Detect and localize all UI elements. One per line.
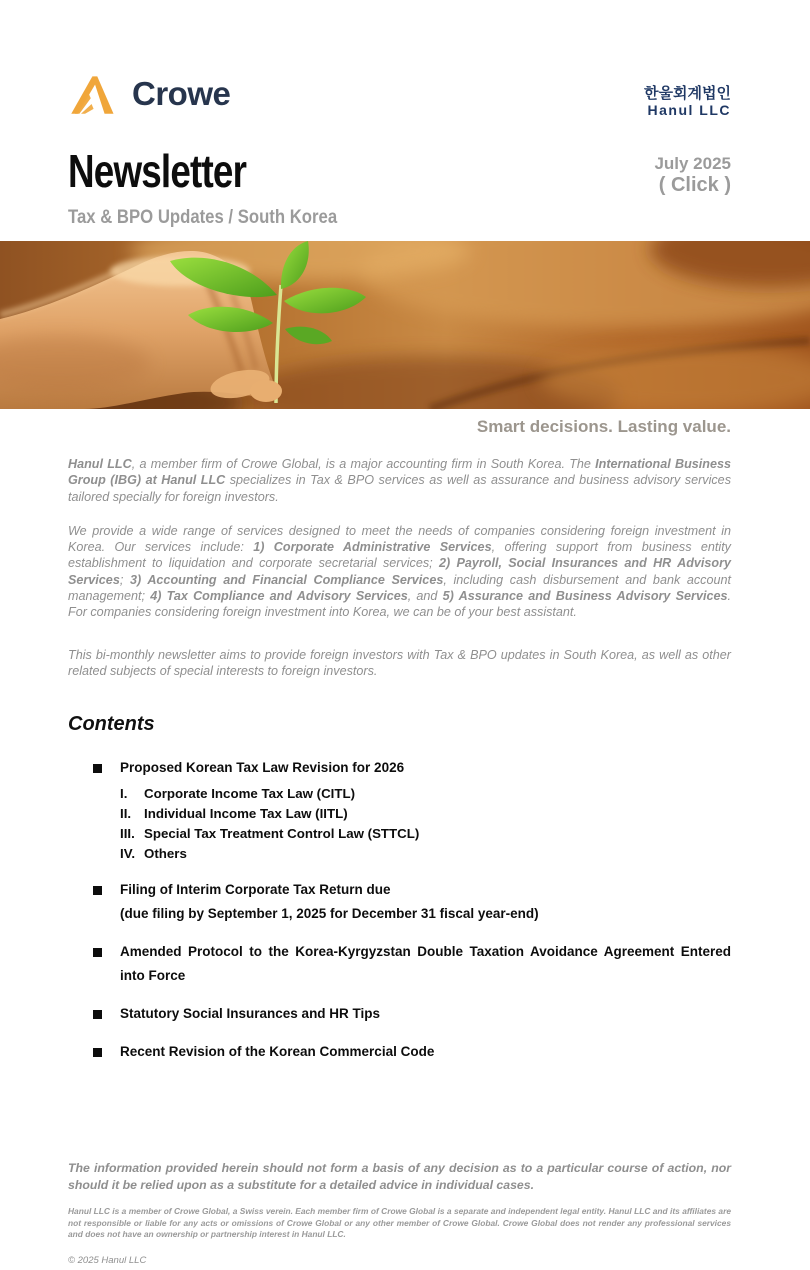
hanul-logo-block [644,85,731,118]
square-bullet-icon [93,764,102,773]
contents-item-label: Proposed Korean Tax Law Revision for 2026 [120,760,405,776]
contents-item-label: Filing of Interim Corporate Tax Return due (due filing by September 1, 2025 for December 31 fiscal year-end) [120,882,539,922]
crowe-wordmark: Crowe [132,75,231,112]
page-header [0,0,810,229]
hero-photo-seedling-hand [0,241,810,409]
contents-subitem: II. Individual Income Tax Law (IITL) [120,806,348,822]
issue-block [654,154,731,229]
contents-item-label: Amended Protocol to the Korea-Kyrgyzstan Double Taxation Avoidance Agreement Entered into Force [120,944,731,984]
title-row [68,145,731,229]
legal-fineprint: Hanul LLC is a member of Crowe Global, a Swiss verein. Each member firm of Crowe Global is a separate and independent legal entity. Hanul LLC and its affiliates are not responsible or liable for any acts or omissions of Crowe Global or any other member of Crowe Global. Crowe Global does not render any professional services and does not have an ownership or partnership interest in Hanul LLC. [68,1206,731,1239]
square-bullet-icon [93,948,102,957]
intro-section [68,456,731,679]
page-footer [68,1160,731,1266]
contents-item-label: Statutory Social Insurances and HR Tips [120,1006,381,1022]
intro-paragraph: We provide a wide range of services designed to meet the needs of companies considering foreign investment in Korea. Our services include: 1) Corporate Administrative Services, offering support from business entity establishment to liquidation and corporate secretarial services; 2) Payroll, Social Insurances and HR Advisory Services; 3) Accounting and Financial Compliance Services, including cash disbursement and bank account management; 4) Tax Compliance and Advisory Services, and 5) Assurance and Business Advisory Services. For companies considering foreign investment into Korea, we can be of your best assistant. [68,523,731,620]
contents-heading: Contents [68,713,155,736]
contents-item [93,878,731,926]
square-bullet-icon [93,1048,102,1057]
contents-item [93,1002,731,1026]
contents-subitem: I. Corporate Income Tax Law (CITL) [120,786,356,802]
crowe-logo [68,73,230,117]
hanul-firm-name: Hanul LLC [647,102,731,118]
contents-item [93,756,731,864]
square-bullet-icon [93,1010,102,1019]
contents-item [93,940,731,988]
contents-section [68,713,731,1064]
contents-item-label: Recent Revision of the Korean Commercial Code [120,1044,435,1060]
click-link[interactable]: ( Click ) [658,174,731,196]
brand-tagline: Smart decisions. Lasting value. [476,417,731,436]
contents-item [93,1040,731,1064]
page-subtitle: Tax & BPO Updates / South Korea [68,207,338,228]
intro-paragraph: This bi-monthly newsletter aims to provide foreign investors with Tax & BPO updates in South Korea, as well as other related subjects of special interests to foreign investors. [68,647,731,678]
page-title: Newsletter [68,145,247,197]
crowe-pinnacle-icon [68,73,120,117]
disclaimer-text: The information provided herein should not form a basis of any decision as to a particular course of action, nor should it be relied upon as a substitute for a detailed advice in individual cases. [68,1161,731,1192]
contents-list [68,756,731,1064]
logo-row [68,73,731,118]
title-block [68,145,374,229]
copyright-text: © 2025 Hanul LLC [68,1255,147,1267]
square-bullet-icon [93,886,102,895]
intro-paragraph: Hanul LLC, a member firm of Crowe Global, is a major accounting firm in South Korea. The International Business Group (IBG) at Hanul LLC specializes in Tax & BPO services as well as assurance and business advisory services tailored specially for foreign investors. [68,457,731,504]
contents-subitem: IV. Others [120,846,187,862]
hanul-korean-name: 한울회계법인 [644,85,731,102]
issue-date: July 2025 [654,154,731,173]
contents-subitem: III. Special Tax Treatment Control Law (STTCL) [120,826,420,842]
